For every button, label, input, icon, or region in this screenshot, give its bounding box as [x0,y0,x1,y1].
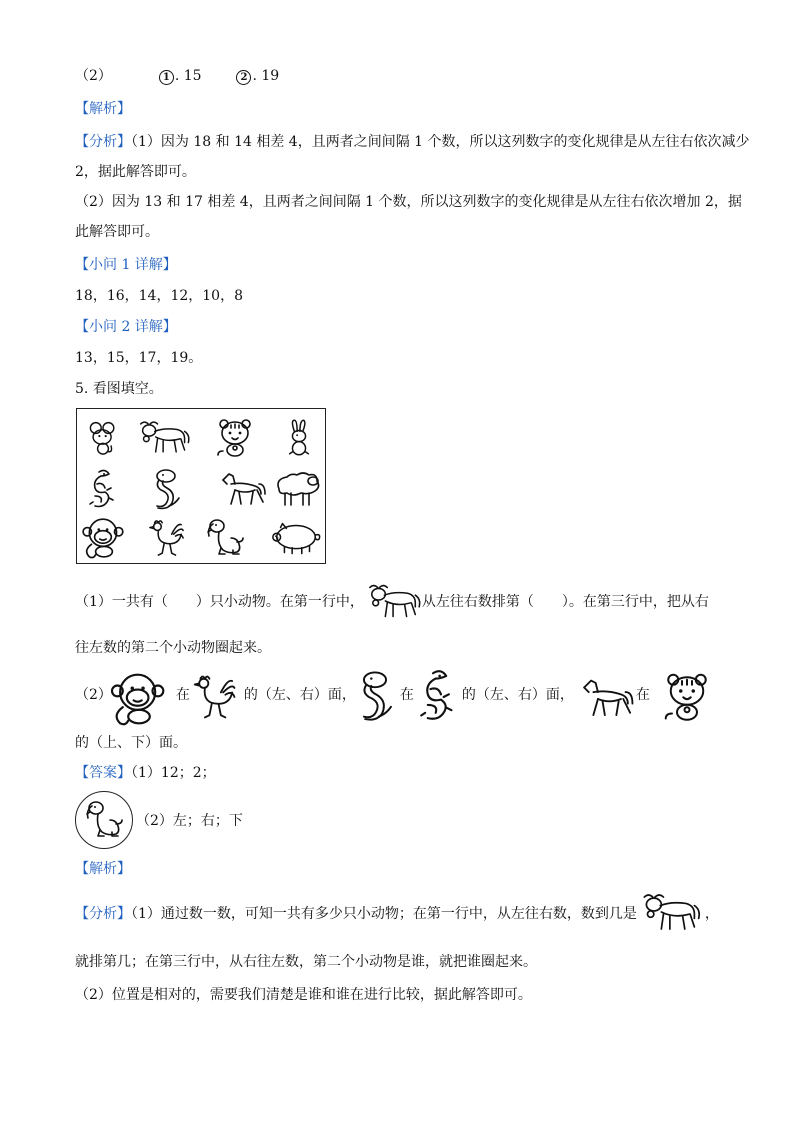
sheep-icon [271,471,321,511]
analysis-line-4: 此解答即可。 [75,224,159,240]
q4-part2-line [75,66,279,86]
horse-icon [217,469,267,511]
q5-part2-line2: 的（上、下）面。 [75,735,187,751]
dragon-inline-icon [416,668,458,726]
analysis-2-line-2: 就排第几；在第三行中，从右往左数，第二个小动物是谁，就把谁圈起来。 [75,954,537,970]
analysis-line-1 [75,132,750,152]
q5-part2-in-3: 在 [635,687,650,703]
answer-text-1: （1）12；2； [131,765,216,781]
q5-part2-in-1: 在 [175,687,190,703]
snake-inline-icon [354,670,396,724]
pig-icon [269,521,323,557]
analysis-2-text-1: （1）通过数一数，可知一共有多少只小动物；在第一行中，从左往右数，数到几是 [131,906,637,922]
circled-dog-answer [75,791,133,849]
question-5-title: 5. 看图填空。 [75,381,163,397]
dog-icon [205,517,245,559]
dog-answer-icon [84,800,124,840]
answer-tag: 【答案】 [75,765,131,781]
analysis-2-line-1 [75,904,719,924]
analysis-tag: 【解析】 [75,101,131,117]
ox-analysis-icon [640,886,704,938]
rooster-inline-icon [190,672,238,722]
option-1-mark: 1 [159,70,174,85]
analysis-text-1: （1）因为 18 和 14 相差 4，且两者之间间隔 1 个数，所以这列数字的变化规律是从左往右依次减少 [131,134,750,150]
answer-line-2: （2）左；右；下 [136,813,243,829]
mouse-icon [85,415,121,459]
q5-part1-text-b: 从左往右数排第（ ）。在第三行中，把从右 [421,594,709,610]
detail-2-tag: 【小问 2 详解】 [75,319,177,335]
animal-grid [76,408,326,564]
dragon-icon [87,467,117,513]
answer-line-1 [75,763,216,783]
monkey-icon [81,517,127,559]
analysis-line-2: 2，据此解答即可。 [75,164,196,180]
detail-2-answer: 13，15，17，19。 [75,350,203,366]
analysis-2-tag: 【解析】 [75,861,131,877]
q5-part2-lr-2: 的（左、右）面， [461,687,574,703]
analysis-2-text-1-end: ， [704,906,719,922]
q5-part2-lr-1: 的（左、右）面， [243,687,356,703]
option-2-value: . 19 [252,68,280,84]
ox-inline-icon [366,576,424,626]
rabbit-icon [285,415,313,459]
detail-1-tag: 【小问 1 详解】 [75,257,177,273]
option-1-value: . 15 [174,68,202,84]
rooster-icon [147,515,185,561]
q4-part2-label: （2） [75,68,112,84]
ox-icon [137,415,193,459]
analysis-2-line-3: （2）位置是相对的，需要我们清楚是谁和谁在进行比较，据此解答即可。 [75,987,532,1003]
q5-part2-in-2: 在 [399,687,414,703]
option-2-mark: 2 [236,70,251,85]
fenxi-tag: 【分析】 [75,134,131,150]
tiger-inline-icon [662,668,712,724]
q5-part1-text-a: （1）一共有（ ）只小动物。在第一行中， [75,594,364,610]
monkey-inline-icon [108,672,170,726]
q5-part1-line2: 往左数的第二个小动物圈起来。 [75,640,271,656]
fenxi-2-tag: 【分析】 [75,906,131,922]
detail-1-answer: 18，16，14，12，10，8 [75,288,243,304]
q5-part2-label: （2） [75,687,112,703]
tiger-icon [215,413,255,461]
snake-icon [149,467,183,513]
analysis-line-3: （2）因为 13 和 17 相差 4，且两者之间间隔 1 个数，所以这列数字的变化规律是从左往右依次增加 2，据 [75,194,742,210]
horse-inline-icon [576,676,636,722]
